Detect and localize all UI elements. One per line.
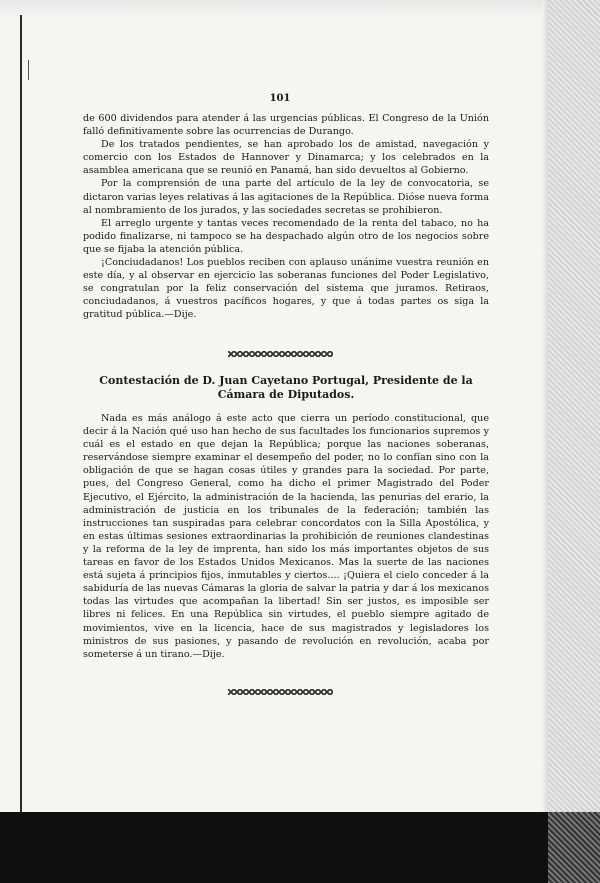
paragraph: Por la comprensión de una parte del artículo de la ley de convocatoria, se dictaron varias leyes relativas á las agitaciones de la República. Dióse nueva forma al nombramiento de los jurados, y las sociedades secretas se prohibieron. xyxy=(83,178,489,216)
ornamental-divider xyxy=(228,689,333,695)
scan-right-margin xyxy=(548,0,600,883)
paragraph: de 600 dividendos para atender á las urgencias públicas. El Congreso de la Unión falló definitivamente sobre las ocurrencias de Durango. xyxy=(83,113,489,138)
scan-bottom-edge xyxy=(0,812,600,883)
paragraph: Nada es más análogo á este acto que cierra un período constitucional, que decir á la Nación qué uso han hecho de sus facultades los funcionarios supremos y cuál es el estado en que dejan la República; porque las naciones soberanas, reservándose siempre examinar el desempeño del poder, no lo confían sino con la obligación de que se hagan cosas útiles y grandes para la sociedad. Por parte, pues, del Congreso General, como ha dicho el primer Magistrado del Poder Ejecutivo, el Ejército, la administración de la hacienda, las penurias del erario, la administración de justicia en los tribunales de la federación; también las instrucciones tan suspiradas para celebrar concordatos con la Silla Apostólica, y en estas últimas sesiones extraordinarias la prohibición de reuniones clandestinas y la reforma de la ley de imprenta, han sido los más importantes objetos de sus tareas en favor de los Estados Unidos Mexicanos. Mas la suerte de las naciones está sujeta á principios fijos, inmutables y ciertos.... ¡Quiera el cielo conceder á la sabiduría de las nuevas Cámaras la gloria de salvar la patria y dar á los mexicanos todas las virtudes que acompañan la libertad! Sin ser justos, es imposible ser libres ni felices. En una República sin virtudes, el pueblo siempre agitado de movimientos, vive en la licencia, hace de sus magistrados y legisladores los ministros de sus pasiones, y pasando de revolución en revolución, acaba por someterse á un tirano.—Dije. xyxy=(83,413,489,660)
scan-top-shadow xyxy=(0,0,600,18)
paragraph: De los tratados pendientes, se han aprobado los de amistad, navegación y comercio con los Estados de Hannover y Dinamarca; y los celebrados en la asamblea americana que se reunió en Panamá, han sido devueltos al Gobierno. xyxy=(83,139,489,177)
paragraph: El arreglo urgente y tantas veces recomendado de la renta del tabaco, no ha podido finalizarse, ni tampoco se ha despachado algún otro de los negocios sobre que se fijaba la atención pública. xyxy=(83,217,489,255)
page-number: 101 xyxy=(269,93,291,104)
paragraph: ¡Conciudadanos! Los pueblos reciben con aplauso unánime vuestra reunión en este día, y al observar en ejercicio las soberanas funciones del Poder Legislativo, se congratulan por la feliz conservación del sistema que juramos. Retiraos, conciudadanos, á vuestros pacíficos hogares, y que á todas partes os siga la gratitud pública.—Dije. xyxy=(83,257,489,321)
binding-edge-line xyxy=(20,15,22,815)
body-text-bottom xyxy=(83,412,489,661)
binding-edge-mark xyxy=(28,60,29,80)
section-heading: Contestación de D. Juan Cayetano Portugal, Presidente de la Cámara de Diputados. xyxy=(99,374,473,401)
ornamental-divider xyxy=(228,351,333,357)
body-text-top xyxy=(83,112,489,322)
